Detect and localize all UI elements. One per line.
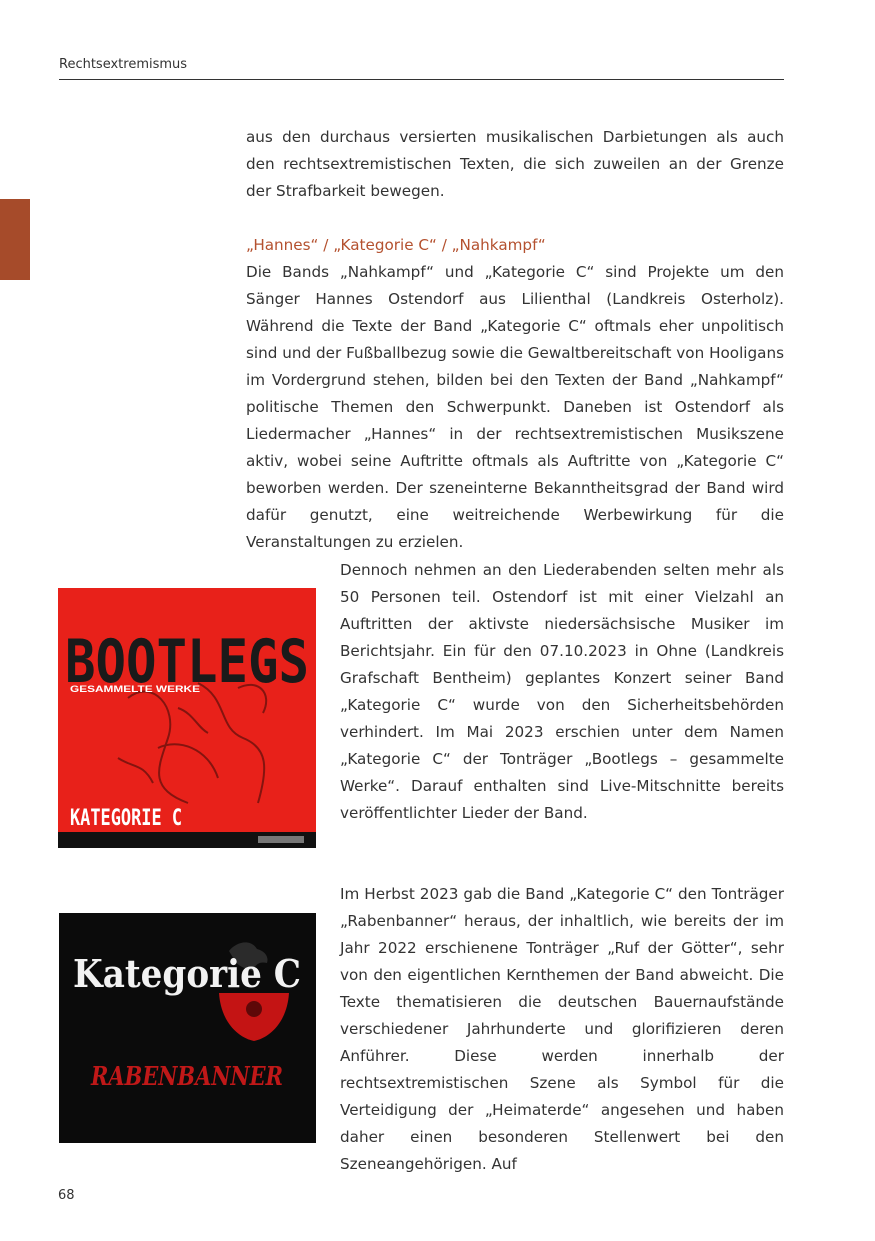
bootlegs-title: BOOTLEGS [65,627,309,697]
rabenbanner-album-cover [59,913,316,1143]
label-logo-icon [258,836,304,843]
bootlegs-album-cover [58,588,316,848]
running-header: Rechtsextremismus [59,57,188,72]
chapter-side-tab [0,199,30,280]
paragraph-attendance: Dennoch nehmen an den Liederabenden selten mehr als 50 Personen teil. [340,561,784,606]
page-number: 68 [58,1188,75,1203]
bootlegs-subtitle: GESAMMELTE WERKE [70,684,200,695]
paragraph-block-ostendorf [340,557,784,827]
header-rule [59,79,784,80]
rabenbanner-title: RABENBANNER [90,1062,283,1092]
bootlegs-band: KATEGORIE C [70,806,182,831]
paragraph-ostendorf: Ostendorf ist mit einer Vielzahl an Auftritten der aktivste niedersächsische Musiker im Berichtsjahr. Ein für den 07.10.2023 in Ohne (Landkreis Grafschaft Bentheim) geplantes Konzert seiner Band „Kategorie C“ wurde von den Sicherheitsbehörden verhindert. Im Mai 2023 erschien unter dem Namen „Kategorie C“ der Tonträger „Bootlegs – gesammelte Werke“. Darauf enthalten sind Live-Mitschnitte bereits veröffentlichter Lieder der Band. [340,588,785,822]
rabenbanner-band: Kategorie C [73,951,301,996]
paragraph-bands: Die Bands „Nahkampf“ und „Kategorie C“ sind Projekte um den Sänger Hannes Ostendorf aus Lilienthal (Landkreis Osterholz). Während die Texte der Band „Kategorie C“ oftmals eher unpolitisch sind und der Fußballbezug sowie die Gewaltbereitschaft von Hooligans im Vordergrund stehen, bilden bei den Texten der Band „Nahkampf“ politische Themen den Schwerpunkt. Daneben ist Ostendorf als Liedermacher „Hannes“ in der rechtsextremistischen Musikszene aktiv, wobei seine Auftritte oftmals als Auftritte von „Kategorie C“ beworben werden. Der szeneinterne Bekanntheitsgrad der Band wird dafür genutzt, eine weitreichende Werbewirkung für die Veranstaltungen zu erzielen. [246,263,784,551]
section-heading: „Hannes“ / „Kategorie C“ / „Nahkampf“ [246,236,546,254]
paragraph-intro: aus den durchaus versierten musikalischen Darbietungen als auch den rechtsextremistischen Texten, die sich zuweilen an der Grenze der Strafbarkeit bewegen. [246,128,784,200]
paragraph-rabenbanner: Im Herbst 2023 gab die Band „Kategorie C“ den Tonträger „Rabenbanner“ heraus, der inhaltlich, wie bereits der im Jahr 2022 erschienene Tonträger „Ruf der Götter“, sehr von den eigentlichen Kernthemen der Band abweicht. Die Texte thematisieren die deutschen Bauernaufstände verschiedener Jahrhunderte und glorifizieren deren Anführer. Diese werden innerhalb der rechtsextremistischen Szene als Symbol für die Verteidigung der „Heimaterde“ angesehen und haben daher einen besonderen Stellenwert bei den Szeneangehörigen. Auf [340,885,784,1173]
